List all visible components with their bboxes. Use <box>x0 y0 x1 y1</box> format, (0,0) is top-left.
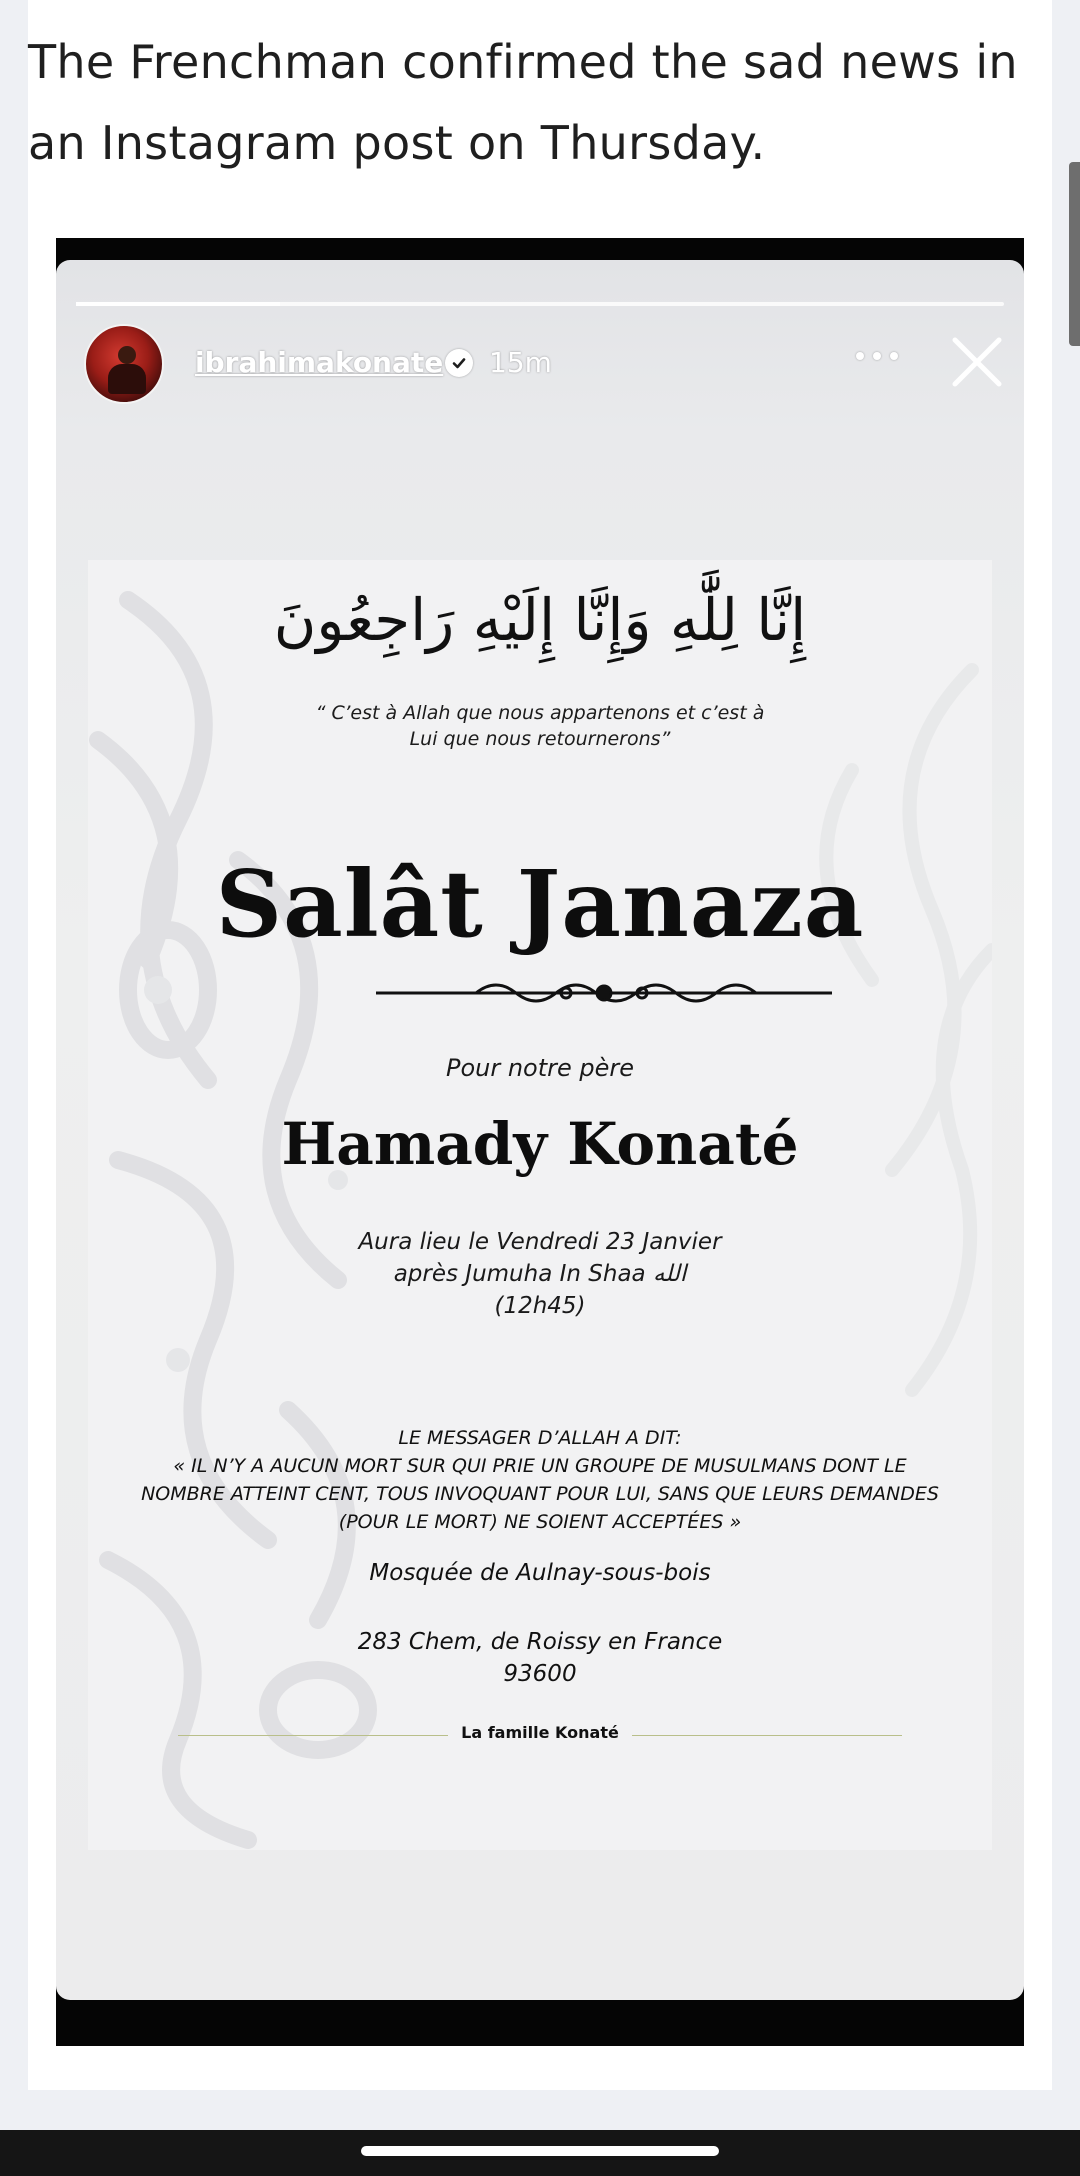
arabic-verse: إِنَّا لِلَّٰهِ وَإِنَّا إِلَيْهِ رَاجِعُونَ <box>273 586 807 654</box>
mosque-name: Mosquée de Aulnay-sous-bois <box>369 1560 711 1586</box>
avatar-head <box>118 346 136 364</box>
when-line-1: Aura lieu le Vendredi 23 Janvier <box>358 1229 722 1255</box>
avatar-body <box>108 364 146 394</box>
deceased-name: Hamady Konaté <box>281 1110 799 1178</box>
ornament-divider-icon <box>376 978 832 1008</box>
verified-badge-icon <box>445 349 473 377</box>
funeral-notice-card <box>88 560 992 1850</box>
more-options-icon[interactable] <box>854 338 904 368</box>
hadith-heading: LE MESSAGER D’ALLAH A DIT: <box>398 1427 682 1449</box>
when-line-2: après Jumuha In Shaa الله <box>393 1261 687 1287</box>
instagram-story-embed[interactable] <box>56 238 1024 2046</box>
address-line-1: 283 Chem, de Roissy en France <box>357 1629 723 1655</box>
verse-translation <box>88 700 992 752</box>
story-progress-bar <box>76 302 1004 306</box>
quote-line-1: “ C’est à Allah que nous appartenons et c’est à <box>315 702 765 724</box>
family-signature: La famille Konaté <box>461 1723 619 1742</box>
hadith-line-1: « IL N’Y A AUCUN MORT SUR QUI PRIE UN GROUPE DE MUSULMANS DONT LE <box>173 1455 907 1477</box>
notice-title: Salât Janaza <box>215 850 865 958</box>
story-username[interactable]: ibrahimakonate <box>195 346 444 379</box>
dedication-label: Pour notre père <box>445 1054 635 1082</box>
when-line-3: (12h45) <box>494 1293 586 1319</box>
family-signature-row <box>178 1720 902 1750</box>
hadith-line-2: NOMBRE ATTEINT CENT, TOUS INVOQUANT POUR LUI, SANS QUE LEURS DEMANDES <box>141 1483 939 1505</box>
story-progress-fill <box>76 302 280 306</box>
address-line-2: 93600 <box>503 1661 577 1687</box>
story-time-ago: 15m <box>489 346 552 379</box>
article-lede: The Frenchman confirmed the sad news in an Instagram post on Thursday. <box>28 35 1018 170</box>
hadith-line-3: (POUR LE MORT) NE SOIENT ACCEPTÉES » <box>338 1511 742 1533</box>
quote-line-2: Lui que nous retournerons” <box>409 728 671 750</box>
story-frame[interactable] <box>56 260 1024 2000</box>
avatar[interactable] <box>84 324 164 404</box>
hadith-block <box>88 1424 992 1536</box>
mosque-address <box>88 1626 992 1690</box>
close-icon[interactable] <box>949 334 1005 390</box>
home-indicator[interactable] <box>361 2146 719 2156</box>
divider-right <box>632 1735 902 1736</box>
side-scroll-tab[interactable] <box>1069 162 1080 346</box>
prayer-time <box>88 1226 992 1322</box>
